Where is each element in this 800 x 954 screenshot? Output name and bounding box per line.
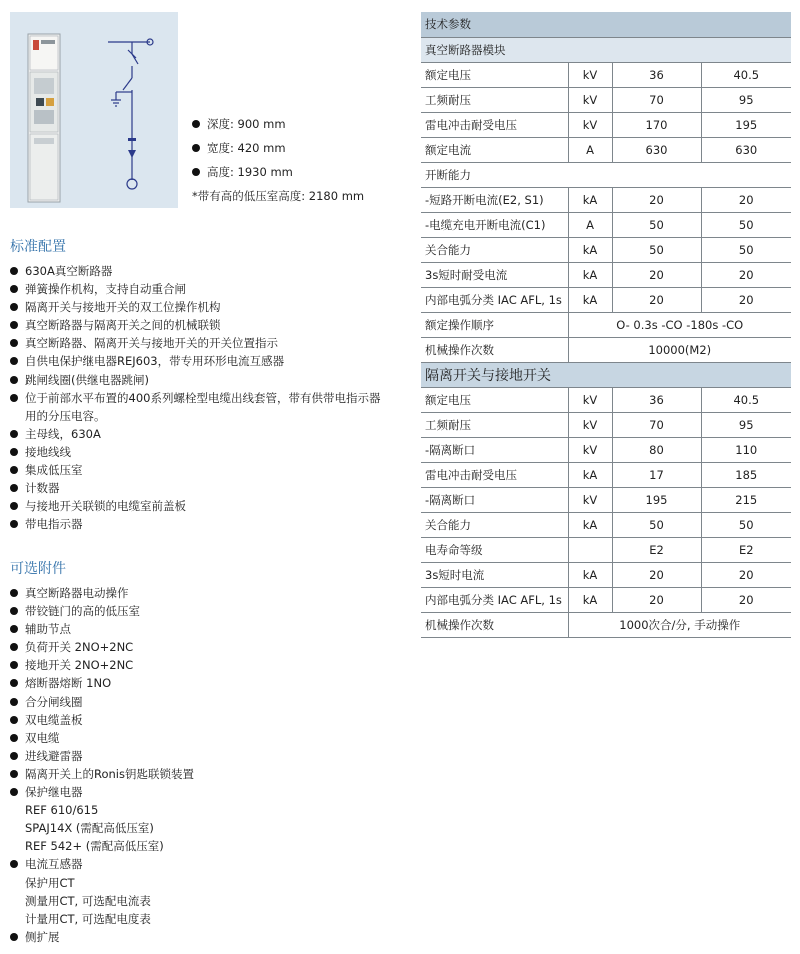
table-row: -隔离断口 kV 195 215 bbox=[421, 487, 791, 512]
bullet-icon bbox=[10, 303, 18, 311]
bullet-icon bbox=[10, 625, 18, 633]
switchgear-illustration bbox=[10, 12, 178, 208]
list-item: 自供电保护继电器REJ603，带专用环形电流互感器 bbox=[10, 352, 390, 370]
list-item: 侧扩展 bbox=[10, 928, 390, 946]
list-item: 真空断路器与隔离开关之间的机械联锁 bbox=[10, 316, 390, 334]
bullet-icon bbox=[10, 376, 18, 384]
bullet-icon bbox=[10, 698, 18, 706]
list-item: 隔离开关上的Ronis钥匙联锁装置 bbox=[10, 765, 390, 783]
bullet-icon bbox=[192, 120, 200, 128]
bullet-icon bbox=[10, 267, 18, 275]
list-item: 双电缆 bbox=[10, 729, 390, 747]
bullet-icon bbox=[10, 484, 18, 492]
standard-config-list bbox=[10, 262, 390, 533]
dimension-width: 宽度: 420 mm bbox=[192, 136, 364, 160]
list-subitem: 测量用CT, 可选配电流表 bbox=[25, 893, 151, 908]
section-row bbox=[421, 37, 791, 62]
list-item: 辅助节点 bbox=[10, 620, 390, 638]
table-row: -电缆充电开断电流(C1) A 50 50 bbox=[421, 212, 791, 237]
bullet-icon bbox=[192, 144, 200, 152]
table-row: 额定电流 A 630 630 bbox=[421, 137, 791, 162]
dimension-height: 高度: 1930 mm bbox=[192, 160, 364, 184]
bullet-icon bbox=[10, 933, 18, 941]
table-row: 额定电压 kV 36 40.5 bbox=[421, 62, 791, 87]
list-item: 与接地开关联锁的电缆室前盖板 bbox=[10, 497, 390, 515]
dimensions-list bbox=[192, 112, 364, 208]
bullet-icon bbox=[192, 168, 200, 176]
list-subitem: 保护用CT bbox=[25, 875, 75, 890]
bullet-icon bbox=[10, 734, 18, 742]
table-row: 电寿命等级 E2 E2 bbox=[421, 537, 791, 562]
table-header-row bbox=[421, 12, 791, 37]
bullet-icon bbox=[10, 339, 18, 347]
table-row: 关合能力 kA 50 50 bbox=[421, 237, 791, 262]
product-image bbox=[10, 12, 178, 208]
dimension-depth: 深度: 900 mm bbox=[192, 112, 364, 136]
list-item: 计数器 bbox=[10, 479, 390, 497]
table-row: 机械操作次数 1000次合/分, 手动操作 bbox=[421, 612, 791, 637]
list-subitem: REF 610/615 bbox=[25, 803, 99, 818]
table-row: 内部电弧分类 IAC AFL, 1s kA 20 20 bbox=[421, 587, 791, 612]
table-title: 技术参数 bbox=[421, 12, 791, 37]
bullet-icon bbox=[10, 752, 18, 760]
table-row: 额定电压 kV 36 40.5 bbox=[421, 387, 791, 412]
bullet-icon bbox=[10, 860, 18, 868]
list-item: 隔离开关与接地开关的双工位操作机构 bbox=[10, 298, 390, 316]
table-row: 机械操作次数 10000(M2) bbox=[421, 337, 791, 362]
list-item: 630A真空断路器 bbox=[10, 262, 390, 280]
table-row: 额定操作顺序 O- 0.3s -CO -180s -CO bbox=[421, 312, 791, 337]
bullet-icon bbox=[10, 770, 18, 778]
vcb-section-title: 真空断路器模块 bbox=[421, 37, 791, 62]
bullet-icon bbox=[10, 788, 18, 796]
list-item: 负荷开关 2NO+2NC bbox=[10, 638, 390, 656]
optional-accessories-list bbox=[10, 584, 390, 946]
list-item: 带电指示器 bbox=[10, 515, 390, 533]
table-row: 3s短时电流 kA 20 20 bbox=[421, 562, 791, 587]
bullet-icon bbox=[10, 643, 18, 651]
list-subitem: 计量用CT, 可选配电度表 bbox=[25, 911, 151, 926]
list-item: 带铰链门的高的低压室 bbox=[10, 602, 390, 620]
bullet-icon bbox=[10, 285, 18, 293]
bullet-icon bbox=[10, 502, 18, 510]
table-row: 雷电冲击耐受电压 kV 170 195 bbox=[421, 112, 791, 137]
bullet-icon bbox=[10, 679, 18, 687]
bullet-icon bbox=[10, 607, 18, 615]
table-row: 3s短时耐受电流 kA 20 20 bbox=[421, 262, 791, 287]
arrow-icon bbox=[128, 150, 136, 158]
list-item: 双电缆盖板 bbox=[10, 711, 390, 729]
standard-config-title: 标准配置 bbox=[10, 239, 66, 255]
list-item-relay: 保护继电器 bbox=[10, 783, 390, 801]
table-row: 雷电冲击耐受电压 kA 17 185 bbox=[421, 462, 791, 487]
list-item: 合分闸线圈 bbox=[10, 693, 390, 711]
bullet-icon bbox=[10, 394, 18, 402]
list-item: 真空断路器、隔离开关与接地开关的开关位置指示 bbox=[10, 334, 390, 352]
bullet-icon bbox=[10, 321, 18, 329]
list-item: 跳闸线圈(供继电器跳闸) bbox=[10, 371, 390, 389]
list-item: 位于前部水平布置的400系列螺栓型电缆出线套管，带有供带电指示器用的分压电容。 bbox=[10, 389, 390, 425]
list-item: 熔断器熔断 1NO bbox=[10, 674, 390, 692]
list-item: 接地线线 bbox=[10, 443, 390, 461]
table-row: -隔离断口 kV 80 110 bbox=[421, 437, 791, 462]
list-item: 弹簧操作机构，支持自动重合闸 bbox=[10, 280, 390, 298]
table-row: 内部电弧分类 IAC AFL, 1s kA 20 20 bbox=[421, 287, 791, 312]
bullet-icon bbox=[10, 430, 18, 438]
tech-params-table bbox=[421, 12, 791, 638]
list-item: 真空断路器电动操作 bbox=[10, 584, 390, 602]
switch-section-title: 隔离开关与接地开关 bbox=[421, 362, 791, 387]
table-row: 工频耐压 kV 70 95 bbox=[421, 412, 791, 437]
list-item: 进线避雷器 bbox=[10, 747, 390, 765]
breaking-capacity-title: 开断能力 bbox=[421, 162, 791, 187]
dimension-note: *带有高的低压室高度: 2180 mm bbox=[192, 189, 365, 203]
optional-accessories-title: 可选附件 bbox=[10, 561, 66, 577]
list-item-ct: 电流互感器 bbox=[10, 855, 390, 873]
list-subitem: SPAJ14X (需配高低压室) bbox=[25, 821, 154, 836]
bullet-icon bbox=[10, 589, 18, 597]
section-row bbox=[421, 362, 791, 387]
table-row: 工频耐压 kV 70 95 bbox=[421, 87, 791, 112]
list-item: 集成低压室 bbox=[10, 461, 390, 479]
bullet-icon bbox=[10, 357, 18, 365]
table-row: -短路开断电流(E2, S1) kA 20 20 bbox=[421, 187, 791, 212]
bullet-icon bbox=[10, 520, 18, 528]
section-row bbox=[421, 162, 791, 187]
table-row: 关合能力 kA 50 50 bbox=[421, 512, 791, 537]
bullet-icon bbox=[10, 466, 18, 474]
bullet-icon bbox=[10, 448, 18, 456]
list-item: 接地开关 2NO+2NC bbox=[10, 656, 390, 674]
bullet-icon bbox=[10, 716, 18, 724]
list-subitem: REF 542+ (需配高低压室) bbox=[25, 839, 164, 854]
bullet-icon bbox=[10, 661, 18, 669]
list-item: 主母线，630A bbox=[10, 425, 390, 443]
